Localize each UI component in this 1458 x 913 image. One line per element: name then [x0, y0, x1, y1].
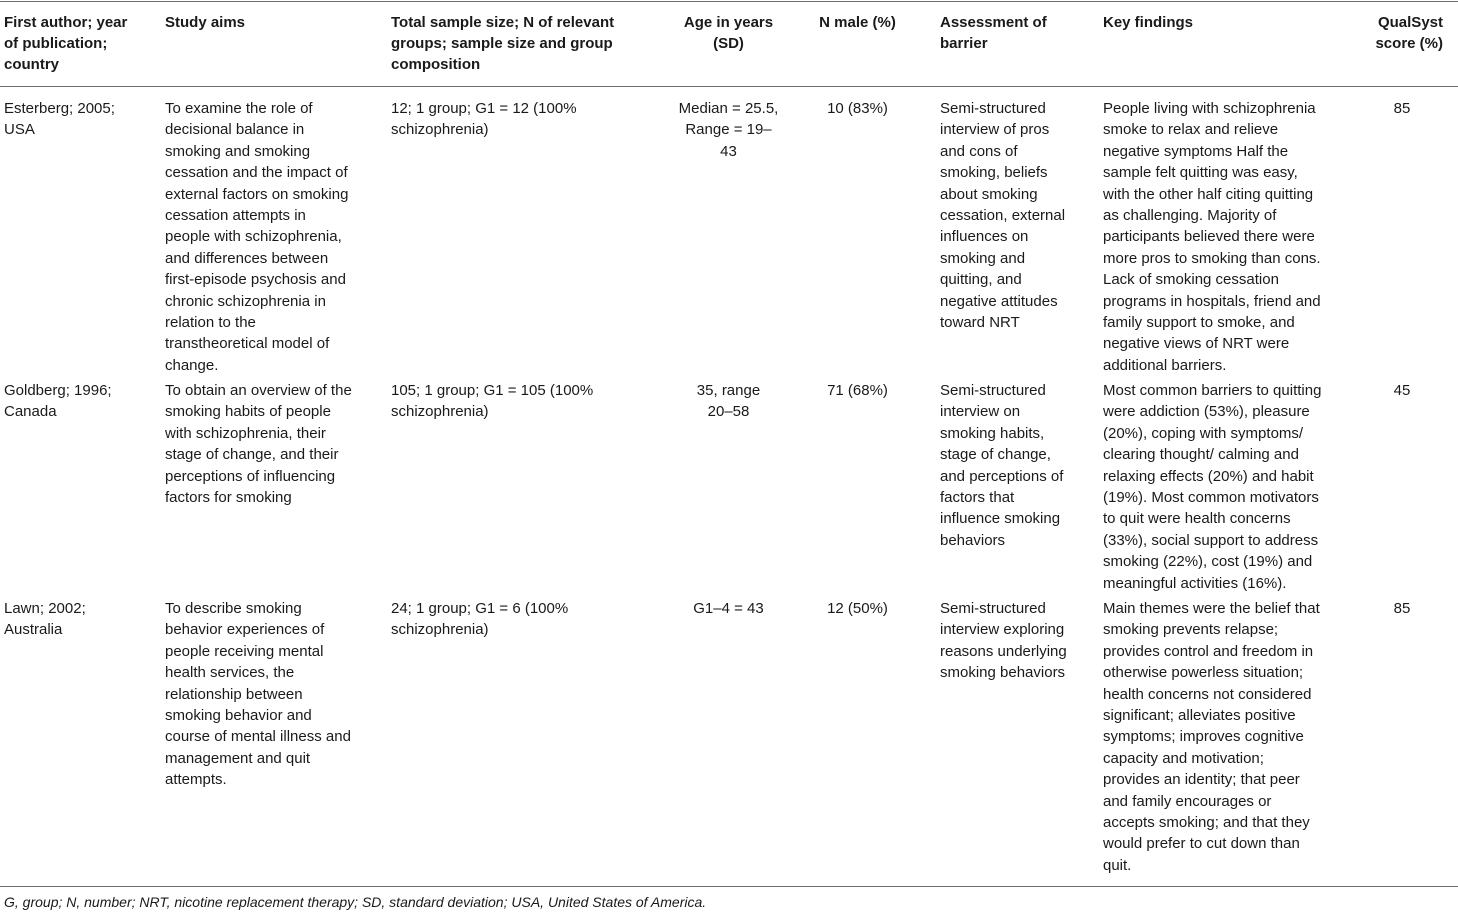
header-key-findings: Key findings	[1103, 14, 1194, 31]
cell-author: Esterberg; 2005; USA	[4, 100, 115, 139]
cell-age: Median = 25.5, Range = 19– 43	[678, 100, 779, 160]
cell-author: Lawn; 2002; Australia	[4, 600, 86, 639]
cell-study-aims: To obtain an overview of the smoking habits of people with schizophrenia, their stage of change, and their perceptions of influencing factors for smoking	[165, 382, 352, 507]
header-qualsyst: QualSyst score (%)	[1375, 14, 1443, 52]
header-assessment: Assessment of barrier	[940, 14, 1047, 52]
cell-qualsyst: 85	[1393, 600, 1411, 617]
cell-key-findings: People living with schizophrenia smoke to relax and relieve negative symptoms Half the sample felt quitting was easy, with the other half citing quitting as challenging. Majority of participants believed there were more pros to smoking than cons. Lack of smoking cessation programs in hospitals, friend and family support to smoke, and negative views of NRT were additional barriers.	[1103, 100, 1321, 374]
cell-sample-size: 105; 1 group; G1 = 105 (100% schizophrenia)	[391, 382, 594, 421]
cell-n-male: 12 (50%)	[827, 600, 888, 617]
header-bottom-rule	[0, 86, 1458, 87]
cell-n-male: 71 (68%)	[827, 382, 888, 399]
cell-age: G1–4 = 43	[693, 600, 764, 617]
cell-assessment: Semi-structured interview on smoking habits, stage of change, and perceptions of factors that influence smoking behaviors	[940, 382, 1064, 549]
cell-key-findings: Main themes were the belief that smoking prevents relapse; provides control and freedom in otherwise powerless situation; health concerns not considered significant; alleviates positive symptoms; improves cognitive capacity and motivation; provides an identity; that peer and family encourages or accepts smoking; and that they would prefer to cut down than quit.	[1103, 600, 1320, 874]
cell-sample-size: 24; 1 group; G1 = 6 (100% schizophrenia)	[391, 600, 569, 639]
header-age: Age in years (SD)	[683, 14, 774, 52]
cell-assessment: Semi-structured interview exploring reasons underlying smoking behaviors	[940, 600, 1067, 682]
cell-study-aims: To describe smoking behavior experiences of people receiving mental health services, the relationship between smoking behavior and course of mental illness and management and quit attempts.	[165, 600, 351, 789]
cell-age: 35, range 20–58	[696, 382, 761, 421]
cell-author: Goldberg; 1996; Canada	[4, 382, 112, 421]
header-study-aims: Study aims	[165, 14, 246, 31]
cell-n-male: 10 (83%)	[827, 100, 888, 117]
cell-sample-size: 12; 1 group; G1 = 12 (100% schizophrenia)	[391, 100, 577, 139]
cell-key-findings: Most common barriers to quitting were addiction (53%), pleasure (20%), coping with symptoms/ clearing thought/ calming and relaxing effects (20%) and habit (19%). Most common motivators to quit were health concerns (33%), social support to address smoking (22%), cost (19%) and meaningful activities (16%).	[1103, 382, 1322, 592]
cell-qualsyst: 85	[1393, 100, 1411, 117]
cell-assessment: Semi-structured interview of pros and cons of smoking, beliefs about smoking cessation, external influences on smoking and quitting, and negative attitudes toward NRT	[940, 100, 1066, 332]
cell-qualsyst: 45	[1393, 382, 1411, 399]
header-n-male: N male (%)	[819, 14, 896, 31]
table-footnote: G, group; N, number; NRT, nicotine replacement therapy; SD, standard deviation; USA, United States of America.	[4, 894, 707, 910]
table-bottom-rule	[0, 886, 1458, 887]
header-author: First author; year of publication; country	[4, 14, 128, 73]
table-top-rule	[0, 1, 1458, 2]
cell-study-aims: To examine the role of decisional balance in smoking and smoking cessation and the impact of external factors on smoking cessation attempts in people with schizophrenia, and differences between first-episode psychosis and chronic schizophrenia in relation to the transtheoretical model of change.	[165, 100, 349, 374]
header-sample-size: Total sample size; N of relevant groups; sample size and group composition	[391, 14, 615, 73]
